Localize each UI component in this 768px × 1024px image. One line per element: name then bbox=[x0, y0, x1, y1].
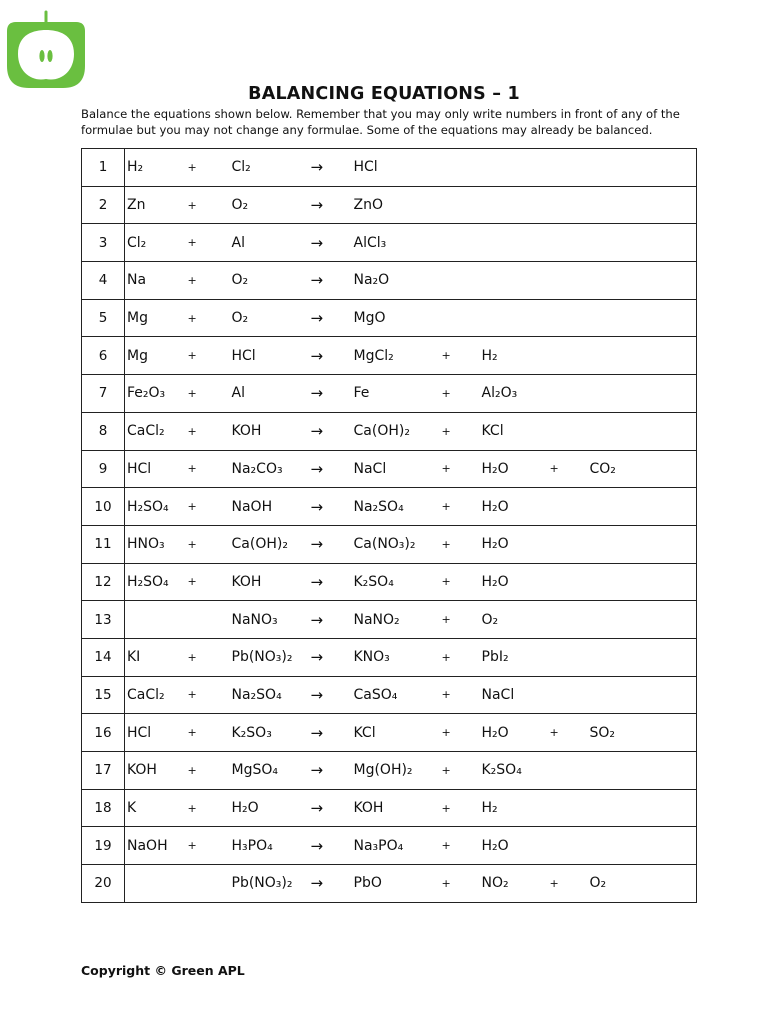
equation-row bbox=[82, 601, 697, 639]
product-2 bbox=[480, 224, 550, 262]
product-2: NO₂ bbox=[480, 865, 550, 903]
product-3: CO₂ bbox=[588, 450, 697, 488]
product-2: H₂O bbox=[480, 714, 550, 752]
reaction-arrow: → bbox=[307, 865, 352, 903]
reactant-1: H₂SO₄ bbox=[125, 488, 188, 526]
plus-sign bbox=[442, 299, 480, 337]
equation-row bbox=[82, 676, 697, 714]
product-3 bbox=[588, 299, 697, 337]
reactant-1: Fe₂O₃ bbox=[125, 375, 188, 413]
product-1: ZnO bbox=[352, 186, 442, 224]
plus-sign: + bbox=[550, 865, 588, 903]
equation-number: 11 bbox=[82, 525, 125, 563]
equation-number: 20 bbox=[82, 865, 125, 903]
reactant-2: O₂ bbox=[230, 262, 307, 300]
product-3 bbox=[588, 563, 697, 601]
equation-number: 3 bbox=[82, 224, 125, 262]
reactant-1: Na bbox=[125, 262, 188, 300]
equation-row bbox=[82, 375, 697, 413]
product-1: Ca(OH)₂ bbox=[352, 412, 442, 450]
plus-sign bbox=[550, 676, 588, 714]
reaction-arrow: → bbox=[307, 601, 352, 639]
plus-sign bbox=[442, 186, 480, 224]
reactant-2: O₂ bbox=[230, 186, 307, 224]
reaction-arrow: → bbox=[307, 488, 352, 526]
product-1: Na₂O bbox=[352, 262, 442, 300]
plus-sign: + bbox=[188, 337, 230, 375]
plus-sign bbox=[550, 224, 588, 262]
product-3 bbox=[588, 412, 697, 450]
reactant-1: HNO₃ bbox=[125, 525, 188, 563]
product-2: PbI₂ bbox=[480, 638, 550, 676]
reactant-2: Pb(NO₃)₂ bbox=[230, 865, 307, 903]
reactant-1: H₂ bbox=[125, 149, 188, 187]
plus-sign: + bbox=[188, 827, 230, 865]
equation-row bbox=[82, 412, 697, 450]
equation-number: 1 bbox=[82, 149, 125, 187]
plus-sign: + bbox=[442, 714, 480, 752]
reactant-1: H₂SO₄ bbox=[125, 563, 188, 601]
plus-sign bbox=[550, 299, 588, 337]
product-3 bbox=[588, 262, 697, 300]
reaction-arrow: → bbox=[307, 789, 352, 827]
product-1: NaNO₂ bbox=[352, 601, 442, 639]
plus-sign bbox=[550, 601, 588, 639]
reactant-2: HCl bbox=[230, 337, 307, 375]
plus-sign: + bbox=[442, 601, 480, 639]
plus-sign bbox=[550, 262, 588, 300]
plus-sign bbox=[188, 865, 230, 903]
reactant-2: MgSO₄ bbox=[230, 752, 307, 790]
product-3 bbox=[588, 676, 697, 714]
plus-sign bbox=[442, 262, 480, 300]
product-1: CaSO₄ bbox=[352, 676, 442, 714]
product-2: NaCl bbox=[480, 676, 550, 714]
reaction-arrow: → bbox=[307, 149, 352, 187]
reactant-2: Ca(OH)₂ bbox=[230, 525, 307, 563]
product-3 bbox=[588, 789, 697, 827]
product-2: H₂O bbox=[480, 488, 550, 526]
product-3 bbox=[588, 149, 697, 187]
product-2: H₂ bbox=[480, 337, 550, 375]
equation-row bbox=[82, 563, 697, 601]
product-1: HCl bbox=[352, 149, 442, 187]
product-3: SO₂ bbox=[588, 714, 697, 752]
plus-sign bbox=[550, 149, 588, 187]
equation-number: 13 bbox=[82, 601, 125, 639]
product-1: AlCl₃ bbox=[352, 224, 442, 262]
reaction-arrow: → bbox=[307, 262, 352, 300]
reactant-2: NaOH bbox=[230, 488, 307, 526]
plus-sign: + bbox=[442, 525, 480, 563]
reactant-1: HCl bbox=[125, 714, 188, 752]
plus-sign bbox=[550, 412, 588, 450]
reaction-arrow: → bbox=[307, 676, 352, 714]
plus-sign: + bbox=[442, 563, 480, 601]
equation-row bbox=[82, 262, 697, 300]
reactant-1: KOH bbox=[125, 752, 188, 790]
plus-sign: + bbox=[442, 337, 480, 375]
reactant-2: H₃PO₄ bbox=[230, 827, 307, 865]
reactant-2: Na₂CO₃ bbox=[230, 450, 307, 488]
reactant-2: Al bbox=[230, 224, 307, 262]
reactant-1: Cl₂ bbox=[125, 224, 188, 262]
plus-sign: + bbox=[188, 789, 230, 827]
product-2 bbox=[480, 149, 550, 187]
reaction-arrow: → bbox=[307, 412, 352, 450]
reactant-1: Mg bbox=[125, 299, 188, 337]
product-3 bbox=[588, 752, 697, 790]
plus-sign: + bbox=[188, 412, 230, 450]
reaction-arrow: → bbox=[307, 186, 352, 224]
product-1: PbO bbox=[352, 865, 442, 903]
reactant-1: Mg bbox=[125, 337, 188, 375]
plus-sign: + bbox=[188, 224, 230, 262]
reaction-arrow: → bbox=[307, 375, 352, 413]
equation-number: 10 bbox=[82, 488, 125, 526]
equation-row bbox=[82, 525, 697, 563]
reactant-1: NaOH bbox=[125, 827, 188, 865]
product-2: KCl bbox=[480, 412, 550, 450]
equation-number: 15 bbox=[82, 676, 125, 714]
product-3 bbox=[588, 224, 697, 262]
product-1: MgO bbox=[352, 299, 442, 337]
equation-row bbox=[82, 299, 697, 337]
reaction-arrow: → bbox=[307, 752, 352, 790]
plus-sign: + bbox=[188, 676, 230, 714]
reactant-2: Na₂SO₄ bbox=[230, 676, 307, 714]
plus-sign bbox=[550, 375, 588, 413]
equation-row bbox=[82, 865, 697, 903]
equation-number: 6 bbox=[82, 337, 125, 375]
equation-row bbox=[82, 789, 697, 827]
plus-sign: + bbox=[442, 450, 480, 488]
equation-row bbox=[82, 714, 697, 752]
plus-sign: + bbox=[442, 412, 480, 450]
equation-row bbox=[82, 337, 697, 375]
reactant-2: H₂O bbox=[230, 789, 307, 827]
plus-sign bbox=[550, 752, 588, 790]
instructions: Balance the equations shown below. Remember that you may only write numbers in front of any of the formulae but you may not change any formulae. Some of the equations may already be balanced. bbox=[81, 107, 680, 137]
plus-sign bbox=[550, 789, 588, 827]
product-2: H₂O bbox=[480, 563, 550, 601]
reaction-arrow: → bbox=[307, 224, 352, 262]
product-3 bbox=[588, 525, 697, 563]
plus-sign: + bbox=[442, 789, 480, 827]
plus-sign bbox=[442, 224, 480, 262]
plus-sign: + bbox=[442, 752, 480, 790]
product-2: H₂O bbox=[480, 450, 550, 488]
reaction-arrow: → bbox=[307, 714, 352, 752]
plus-sign: + bbox=[188, 186, 230, 224]
equation-number: 4 bbox=[82, 262, 125, 300]
equation-number: 14 bbox=[82, 638, 125, 676]
reaction-arrow: → bbox=[307, 299, 352, 337]
plus-sign bbox=[550, 563, 588, 601]
plus-sign: + bbox=[442, 865, 480, 903]
plus-sign: + bbox=[188, 488, 230, 526]
plus-sign: + bbox=[442, 488, 480, 526]
product-2: Al₂O₃ bbox=[480, 375, 550, 413]
product-3 bbox=[588, 827, 697, 865]
product-2 bbox=[480, 186, 550, 224]
product-2 bbox=[480, 299, 550, 337]
product-3 bbox=[588, 375, 697, 413]
plus-sign: + bbox=[188, 563, 230, 601]
equation-number: 16 bbox=[82, 714, 125, 752]
equation-row bbox=[82, 450, 697, 488]
equation-row bbox=[82, 149, 697, 187]
reactant-2: Cl₂ bbox=[230, 149, 307, 187]
reactant-1 bbox=[125, 601, 188, 639]
reactant-2: O₂ bbox=[230, 299, 307, 337]
plus-sign: + bbox=[550, 714, 588, 752]
equation-number: 12 bbox=[82, 563, 125, 601]
equation-row bbox=[82, 224, 697, 262]
reaction-arrow: → bbox=[307, 337, 352, 375]
product-2: H₂O bbox=[480, 525, 550, 563]
reaction-arrow: → bbox=[307, 638, 352, 676]
reaction-arrow: → bbox=[307, 827, 352, 865]
product-1: KOH bbox=[352, 789, 442, 827]
copyright-footer: Copyright © Green APL bbox=[81, 963, 245, 978]
product-2: H₂ bbox=[480, 789, 550, 827]
equations-body bbox=[82, 149, 697, 903]
reaction-arrow: → bbox=[307, 525, 352, 563]
reactant-1: CaCl₂ bbox=[125, 676, 188, 714]
equation-number: 17 bbox=[82, 752, 125, 790]
page-title: BALANCING EQUATIONS – 1 bbox=[248, 84, 520, 104]
plus-sign: + bbox=[442, 827, 480, 865]
product-1: Ca(NO₃)₂ bbox=[352, 525, 442, 563]
plus-sign bbox=[550, 337, 588, 375]
reactant-2: K₂SO₃ bbox=[230, 714, 307, 752]
plus-sign bbox=[550, 488, 588, 526]
green-apple-icon bbox=[6, 8, 86, 90]
product-3 bbox=[588, 601, 697, 639]
plus-sign: + bbox=[188, 714, 230, 752]
equation-number: 7 bbox=[82, 375, 125, 413]
product-1: Na₃PO₄ bbox=[352, 827, 442, 865]
plus-sign bbox=[442, 149, 480, 187]
product-1: MgCl₂ bbox=[352, 337, 442, 375]
plus-sign: + bbox=[442, 638, 480, 676]
product-3: O₂ bbox=[588, 865, 697, 903]
equation-number: 5 bbox=[82, 299, 125, 337]
plus-sign: + bbox=[188, 525, 230, 563]
reaction-arrow: → bbox=[307, 450, 352, 488]
product-3 bbox=[588, 337, 697, 375]
product-2 bbox=[480, 262, 550, 300]
reactant-2: NaNO₃ bbox=[230, 601, 307, 639]
equation-row bbox=[82, 638, 697, 676]
product-2: K₂SO₄ bbox=[480, 752, 550, 790]
product-1: Fe bbox=[352, 375, 442, 413]
product-1: KNO₃ bbox=[352, 638, 442, 676]
product-1: NaCl bbox=[352, 450, 442, 488]
equation-number: 18 bbox=[82, 789, 125, 827]
equation-number: 9 bbox=[82, 450, 125, 488]
plus-sign: + bbox=[442, 676, 480, 714]
product-3 bbox=[588, 488, 697, 526]
reactant-1: KI bbox=[125, 638, 188, 676]
plus-sign: + bbox=[188, 149, 230, 187]
product-3 bbox=[588, 186, 697, 224]
reactant-2: KOH bbox=[230, 563, 307, 601]
equation-row bbox=[82, 752, 697, 790]
reactant-1: K bbox=[125, 789, 188, 827]
plus-sign: + bbox=[188, 752, 230, 790]
product-1: Mg(OH)₂ bbox=[352, 752, 442, 790]
equation-row bbox=[82, 186, 697, 224]
reactant-1 bbox=[125, 865, 188, 903]
reactant-1: HCl bbox=[125, 450, 188, 488]
plus-sign: + bbox=[442, 375, 480, 413]
reaction-arrow: → bbox=[307, 563, 352, 601]
equation-row bbox=[82, 488, 697, 526]
plus-sign: + bbox=[188, 299, 230, 337]
plus-sign bbox=[550, 525, 588, 563]
equation-number: 19 bbox=[82, 827, 125, 865]
reactant-1: Zn bbox=[125, 186, 188, 224]
equation-row bbox=[82, 827, 697, 865]
plus-sign: + bbox=[550, 450, 588, 488]
product-3 bbox=[588, 638, 697, 676]
equation-number: 8 bbox=[82, 412, 125, 450]
reactant-1: CaCl₂ bbox=[125, 412, 188, 450]
product-1: Na₂SO₄ bbox=[352, 488, 442, 526]
plus-sign bbox=[550, 827, 588, 865]
reactant-2: Pb(NO₃)₂ bbox=[230, 638, 307, 676]
product-1: K₂SO₄ bbox=[352, 563, 442, 601]
product-2: O₂ bbox=[480, 601, 550, 639]
plus-sign bbox=[188, 601, 230, 639]
reactant-2: Al bbox=[230, 375, 307, 413]
reactant-2: KOH bbox=[230, 412, 307, 450]
equations-table bbox=[81, 148, 697, 903]
plus-sign: + bbox=[188, 638, 230, 676]
plus-sign bbox=[550, 186, 588, 224]
product-2: H₂O bbox=[480, 827, 550, 865]
plus-sign: + bbox=[188, 262, 230, 300]
equation-number: 2 bbox=[82, 186, 125, 224]
plus-sign bbox=[550, 638, 588, 676]
product-1: KCl bbox=[352, 714, 442, 752]
plus-sign: + bbox=[188, 375, 230, 413]
plus-sign: + bbox=[188, 450, 230, 488]
